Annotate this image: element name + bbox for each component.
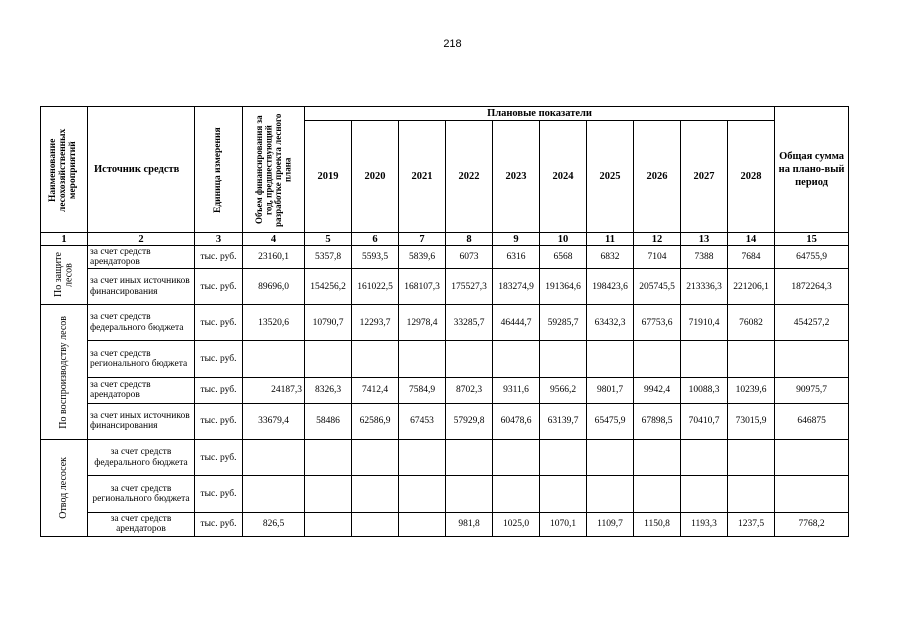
total-cell xyxy=(775,440,849,476)
year-value: 161022,5 xyxy=(352,269,399,305)
year-header: 2021 xyxy=(399,121,446,233)
year-value xyxy=(493,341,540,377)
year-value xyxy=(634,476,681,512)
year-value: 63432,3 xyxy=(587,305,634,341)
year-value: 198423,6 xyxy=(587,269,634,305)
table-row xyxy=(41,305,849,341)
year-value: 71910,4 xyxy=(681,305,728,341)
year-value xyxy=(399,512,446,536)
source-cell: за счет средств регионального бюджета xyxy=(88,341,195,377)
year-value xyxy=(493,476,540,512)
unit-cell: тыс. руб. xyxy=(195,246,243,269)
year-value: 1237,5 xyxy=(728,512,775,536)
year-value xyxy=(540,440,587,476)
year-value xyxy=(728,476,775,512)
year-value: 62586,9 xyxy=(352,403,399,439)
volume-cell xyxy=(243,341,305,377)
table-row xyxy=(41,512,849,536)
column-number: 5 xyxy=(305,233,352,246)
volume-cell xyxy=(243,440,305,476)
year-value: 76082 xyxy=(728,305,775,341)
unit-cell: тыс. руб. xyxy=(195,512,243,536)
column-number: 3 xyxy=(195,233,243,246)
column-number: 7 xyxy=(399,233,446,246)
table-row xyxy=(41,440,849,476)
year-header: 2023 xyxy=(493,121,540,233)
total-cell: 454257,2 xyxy=(775,305,849,341)
volume-cell: 33679,4 xyxy=(243,403,305,439)
unit-cell: тыс. руб. xyxy=(195,377,243,403)
year-value: 67453 xyxy=(399,403,446,439)
year-value xyxy=(728,341,775,377)
source-cell: за счет средств федерального бюджета xyxy=(88,305,195,341)
total-cell: 64755,9 xyxy=(775,246,849,269)
year-value xyxy=(305,512,352,536)
year-value: 67898,5 xyxy=(634,403,681,439)
year-value xyxy=(587,476,634,512)
year-value: 5593,5 xyxy=(352,246,399,269)
year-value: 59285,7 xyxy=(540,305,587,341)
unit-cell: тыс. руб. xyxy=(195,440,243,476)
year-value: 9566,2 xyxy=(540,377,587,403)
year-value xyxy=(446,476,493,512)
header-measure: Наименование лесохозяйственных мероприятий xyxy=(41,107,88,233)
year-value: 1193,3 xyxy=(681,512,728,536)
year-value: 10088,3 xyxy=(681,377,728,403)
year-value: 6568 xyxy=(540,246,587,269)
year-value: 57929,8 xyxy=(446,403,493,439)
year-value: 8326,3 xyxy=(305,377,352,403)
year-value: 183274,9 xyxy=(493,269,540,305)
year-value: 205745,5 xyxy=(634,269,681,305)
year-header: 2024 xyxy=(540,121,587,233)
year-value: 46444,7 xyxy=(493,305,540,341)
total-cell xyxy=(775,476,849,512)
year-value xyxy=(446,341,493,377)
column-number: 4 xyxy=(243,233,305,246)
year-value: 65475,9 xyxy=(587,403,634,439)
source-cell: за счет средств арендаторов xyxy=(88,246,195,269)
financing-table xyxy=(40,106,849,537)
group-label-reforestation: По воспроизводству лесов xyxy=(41,305,88,440)
year-value xyxy=(681,440,728,476)
column-number: 1 xyxy=(41,233,88,246)
year-value: 63139,7 xyxy=(540,403,587,439)
year-value: 7388 xyxy=(681,246,728,269)
year-value: 1150,8 xyxy=(634,512,681,536)
year-value xyxy=(352,341,399,377)
year-value xyxy=(587,341,634,377)
year-value: 6832 xyxy=(587,246,634,269)
source-cell: за счет средств федерального бюджета xyxy=(88,440,195,476)
year-value: 12293,7 xyxy=(352,305,399,341)
year-value: 6073 xyxy=(446,246,493,269)
volume-cell: 89696,0 xyxy=(243,269,305,305)
year-value xyxy=(305,476,352,512)
year-value: 10239,6 xyxy=(728,377,775,403)
table-row xyxy=(41,246,849,269)
total-cell: 1872264,3 xyxy=(775,269,849,305)
year-value: 9801,7 xyxy=(587,377,634,403)
source-cell: за счет средств арендаторов xyxy=(88,512,195,536)
year-value xyxy=(352,512,399,536)
volume-cell: 13520,6 xyxy=(243,305,305,341)
year-header: 2020 xyxy=(352,121,399,233)
year-value: 1070,1 xyxy=(540,512,587,536)
unit-cell: тыс. руб. xyxy=(195,403,243,439)
column-number: 13 xyxy=(681,233,728,246)
header-source: Источник средств xyxy=(88,107,195,233)
year-value xyxy=(305,440,352,476)
column-number: 8 xyxy=(446,233,493,246)
column-number: 15 xyxy=(775,233,849,246)
year-value: 33285,7 xyxy=(446,305,493,341)
year-value xyxy=(540,341,587,377)
year-value xyxy=(352,476,399,512)
year-value xyxy=(728,440,775,476)
table-row xyxy=(41,476,849,512)
table-row xyxy=(41,377,849,403)
source-cell: за счет средств регионального бюджета xyxy=(88,476,195,512)
group-label-forest-protection: По защите лесов xyxy=(41,246,88,305)
year-value xyxy=(634,341,681,377)
header-volume: Объем финансирования за год, предшествующий разработке проекта лесного плана xyxy=(243,107,305,233)
year-value: 67753,6 xyxy=(634,305,681,341)
year-value: 1025,0 xyxy=(493,512,540,536)
total-cell: 7768,2 xyxy=(775,512,849,536)
year-value xyxy=(399,341,446,377)
source-cell: за счет иных источников финансирования xyxy=(88,403,195,439)
year-value xyxy=(681,341,728,377)
year-value: 1109,7 xyxy=(587,512,634,536)
year-value xyxy=(352,440,399,476)
total-cell: 646875 xyxy=(775,403,849,439)
year-value xyxy=(681,476,728,512)
year-value xyxy=(493,440,540,476)
unit-cell: тыс. руб. xyxy=(195,476,243,512)
year-value: 73015,9 xyxy=(728,403,775,439)
header-unit: Единица измерения xyxy=(195,107,243,233)
year-value: 60478,6 xyxy=(493,403,540,439)
year-value xyxy=(305,341,352,377)
source-cell: за счет средств арендаторов xyxy=(88,377,195,403)
year-value xyxy=(540,476,587,512)
year-header: 2028 xyxy=(728,121,775,233)
year-value: 10790,7 xyxy=(305,305,352,341)
group-label-cutting-allotment: Отвод лесосек xyxy=(41,440,88,537)
year-value: 191364,6 xyxy=(540,269,587,305)
total-cell: 90975,7 xyxy=(775,377,849,403)
column-number: 6 xyxy=(352,233,399,246)
column-number: 11 xyxy=(587,233,634,246)
page-number: 218 xyxy=(443,38,462,50)
table-row xyxy=(41,341,849,377)
year-header: 2019 xyxy=(305,121,352,233)
year-value: 213336,3 xyxy=(681,269,728,305)
year-value: 981,8 xyxy=(446,512,493,536)
unit-cell: тыс. руб. xyxy=(195,305,243,341)
column-number: 10 xyxy=(540,233,587,246)
year-value: 5839,6 xyxy=(399,246,446,269)
column-number: 9 xyxy=(493,233,540,246)
year-value xyxy=(399,440,446,476)
unit-cell: тыс. руб. xyxy=(195,269,243,305)
year-header: 2026 xyxy=(634,121,681,233)
year-value: 9311,6 xyxy=(493,377,540,403)
volume-cell: 826,5 xyxy=(243,512,305,536)
year-value: 70410,7 xyxy=(681,403,728,439)
header-planned: Плановые показатели xyxy=(305,107,775,121)
year-value: 58486 xyxy=(305,403,352,439)
year-value xyxy=(399,476,446,512)
year-value xyxy=(587,440,634,476)
year-value: 7684 xyxy=(728,246,775,269)
year-value xyxy=(446,440,493,476)
total-cell xyxy=(775,341,849,377)
year-header: 2027 xyxy=(681,121,728,233)
table-row xyxy=(41,269,849,305)
year-value: 5357,8 xyxy=(305,246,352,269)
column-number-row xyxy=(41,233,849,246)
year-value: 12978,4 xyxy=(399,305,446,341)
column-number: 12 xyxy=(634,233,681,246)
year-value: 175527,3 xyxy=(446,269,493,305)
year-value: 7104 xyxy=(634,246,681,269)
year-value: 6316 xyxy=(493,246,540,269)
year-value: 7412,4 xyxy=(352,377,399,403)
volume-cell: 23160,1 xyxy=(243,246,305,269)
volume-cell xyxy=(243,476,305,512)
year-value xyxy=(634,440,681,476)
source-cell: за счет иных источников финансирования xyxy=(88,269,195,305)
table-row xyxy=(41,403,849,439)
unit-cell: тыс. руб. xyxy=(195,341,243,377)
column-number: 14 xyxy=(728,233,775,246)
year-value: 7584,9 xyxy=(399,377,446,403)
year-header: 2022 xyxy=(446,121,493,233)
year-value: 221206,1 xyxy=(728,269,775,305)
volume-cell: 24187,3 xyxy=(243,377,305,403)
year-value: 168107,3 xyxy=(399,269,446,305)
year-header: 2025 xyxy=(587,121,634,233)
column-number: 2 xyxy=(88,233,195,246)
year-value: 154256,2 xyxy=(305,269,352,305)
year-value: 9942,4 xyxy=(634,377,681,403)
year-value: 8702,3 xyxy=(446,377,493,403)
header-total: Общая сумма на плано-вый период xyxy=(775,107,849,233)
